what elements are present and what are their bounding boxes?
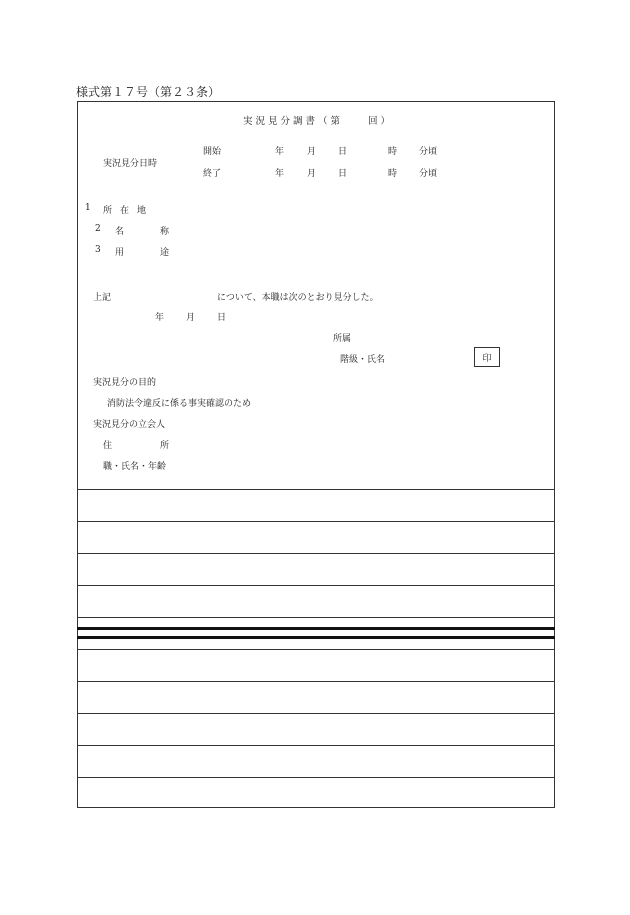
usage-label: 用途 [115, 248, 206, 258]
form-caption: 様式第１７号（第２３条） [76, 85, 221, 99]
purpose-label: 実況見分の目的 [93, 378, 157, 388]
start-label: 開始 [203, 147, 222, 157]
separator-line [77, 636, 555, 639]
statement-year: 年 [155, 313, 165, 323]
ruled-line [77, 521, 555, 522]
item-number: 1 [85, 203, 91, 213]
name-label: 名称 [115, 227, 206, 237]
witness-address-label: 住所 [103, 441, 218, 451]
start-year: 年 [275, 147, 285, 157]
start-month: 月 [307, 147, 317, 157]
start-hour: 時 [388, 147, 398, 157]
statement-text: について、本職は次のとおり見分した。 [217, 293, 379, 303]
statement-day: 日 [217, 313, 227, 323]
witness-label: 実況見分の立会人 [93, 420, 166, 430]
purpose-text: 消防法令違反に係る事実確認のため [107, 399, 252, 409]
affiliation-label: 所属 [333, 334, 352, 344]
statement-month: 月 [186, 313, 196, 323]
ruled-line [77, 681, 555, 682]
ruled-line [77, 585, 555, 586]
ruled-line [77, 649, 555, 650]
location-label: 所在地 [103, 206, 155, 216]
item-number: 2 [95, 224, 101, 234]
end-day: 日 [338, 169, 348, 179]
item-number: 3 [95, 245, 101, 255]
end-minute: 分頃 [419, 169, 438, 179]
document-title: 実況見分調書（第 回） [243, 116, 394, 127]
datetime-label: 実況見分日時 [103, 159, 158, 169]
seal-box: 印 [474, 347, 500, 367]
end-month: 月 [307, 169, 317, 179]
end-year: 年 [275, 169, 285, 179]
ruled-line [77, 553, 555, 554]
end-hour: 時 [388, 169, 398, 179]
ruled-line [77, 489, 555, 490]
ruled-line [77, 713, 555, 714]
statement-prefix: 上記 [93, 293, 112, 303]
start-day: 日 [338, 147, 348, 157]
ruled-line [77, 777, 555, 778]
witness-occupation-label: 職・氏名・年齢 [103, 462, 167, 472]
separator-line [77, 627, 555, 630]
ruled-line [77, 745, 555, 746]
start-minute: 分頃 [419, 147, 438, 157]
end-label: 終了 [203, 169, 222, 179]
rank-name-label: 階級・氏名 [340, 355, 386, 365]
ruled-line [77, 617, 555, 618]
